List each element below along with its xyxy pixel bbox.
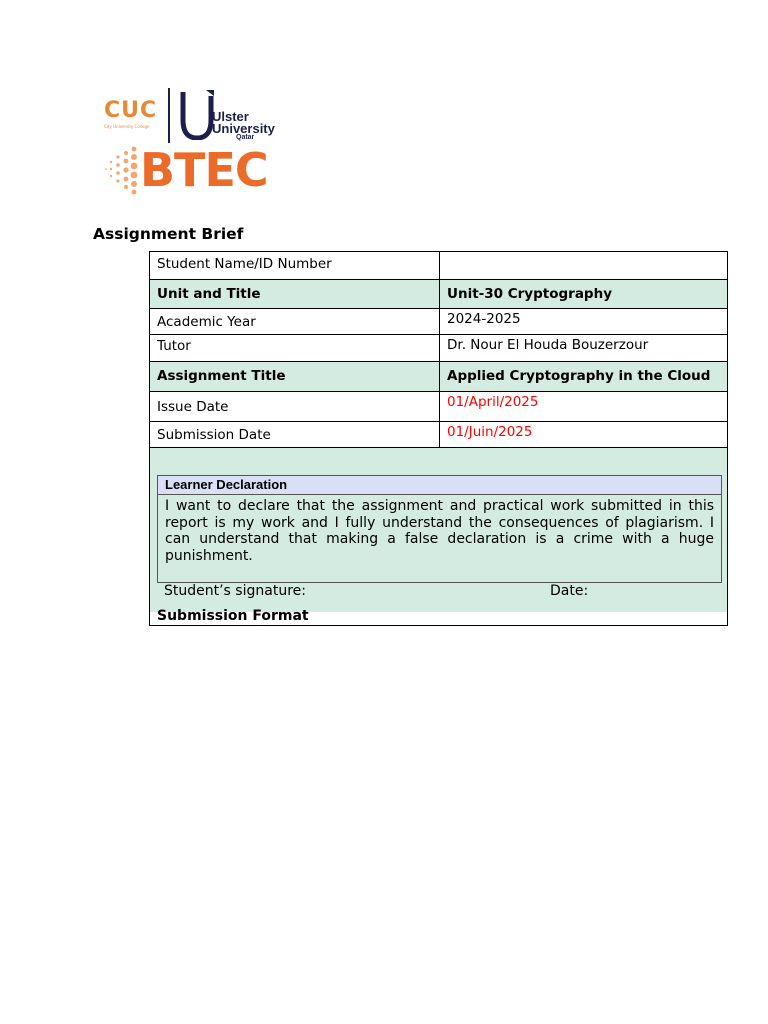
table-row-student-name xyxy=(150,252,727,280)
tutor-value: Dr. Nour El Houda Bouzerzour xyxy=(447,337,649,353)
table-row-unit-title xyxy=(150,280,727,309)
ulster-logo-line1: Ulster xyxy=(212,109,249,124)
table-row-submission-date xyxy=(150,422,727,448)
student-name-label: Student Name/ID Number xyxy=(150,252,440,279)
ulster-emblem-icon xyxy=(180,88,214,140)
assignment-title-label: Assignment Title xyxy=(150,362,440,391)
learner-declaration-section xyxy=(150,448,727,624)
issue-date-value: 01/April/2025 xyxy=(447,394,539,410)
unit-title-value: Unit-30 Cryptography xyxy=(440,280,727,308)
table-row-assignment-title xyxy=(150,362,727,392)
page-title: Assignment Brief xyxy=(93,225,244,243)
tutor-label: Tutor xyxy=(150,335,440,361)
btec-logo xyxy=(104,143,304,198)
cuc-logo-subtext: City University College xyxy=(104,124,150,129)
table-row-issue-date xyxy=(150,392,727,422)
btec-dots-icon xyxy=(104,145,140,195)
submission-format-heading: Submission Format xyxy=(157,608,309,624)
learner-declaration-text: I want to declare that the assignment and practical work submitted in this report is my work and I fully understand the consequences of plagiarism. I can understand that making a false declaration is a crime with a huge punishment. xyxy=(165,498,714,564)
cuc-logo-text: CUC xyxy=(104,98,158,123)
ulster-university-logo xyxy=(180,88,280,148)
submission-date-value: 01/Juin/2025 xyxy=(447,424,533,440)
btec-logo-text: BTEC xyxy=(140,143,268,197)
submission-date-label: Submission Date xyxy=(150,422,440,447)
ulster-logo-line2: University xyxy=(212,121,275,136)
ulster-logo-line3: Qatar xyxy=(236,134,255,141)
signature-date-label: Date: xyxy=(550,583,589,599)
student-name-value xyxy=(440,252,727,279)
assignment-title-value: Applied Cryptography in the Cloud xyxy=(440,362,727,391)
academic-year-value: 2024-2025 xyxy=(447,311,521,327)
issue-date-label: Issue Date xyxy=(150,392,440,421)
assignment-brief-table xyxy=(149,251,728,626)
unit-title-label: Unit and Title xyxy=(150,280,440,308)
table-row-tutor xyxy=(150,335,727,362)
learner-declaration-heading: Learner Declaration xyxy=(158,476,721,495)
student-signature-label: Student’s signature: xyxy=(164,583,306,599)
logo-divider xyxy=(168,88,170,143)
cuc-logo xyxy=(104,100,157,129)
table-row-academic-year xyxy=(150,309,727,335)
learner-declaration-box xyxy=(157,475,722,583)
academic-year-label: Academic Year xyxy=(150,309,440,334)
